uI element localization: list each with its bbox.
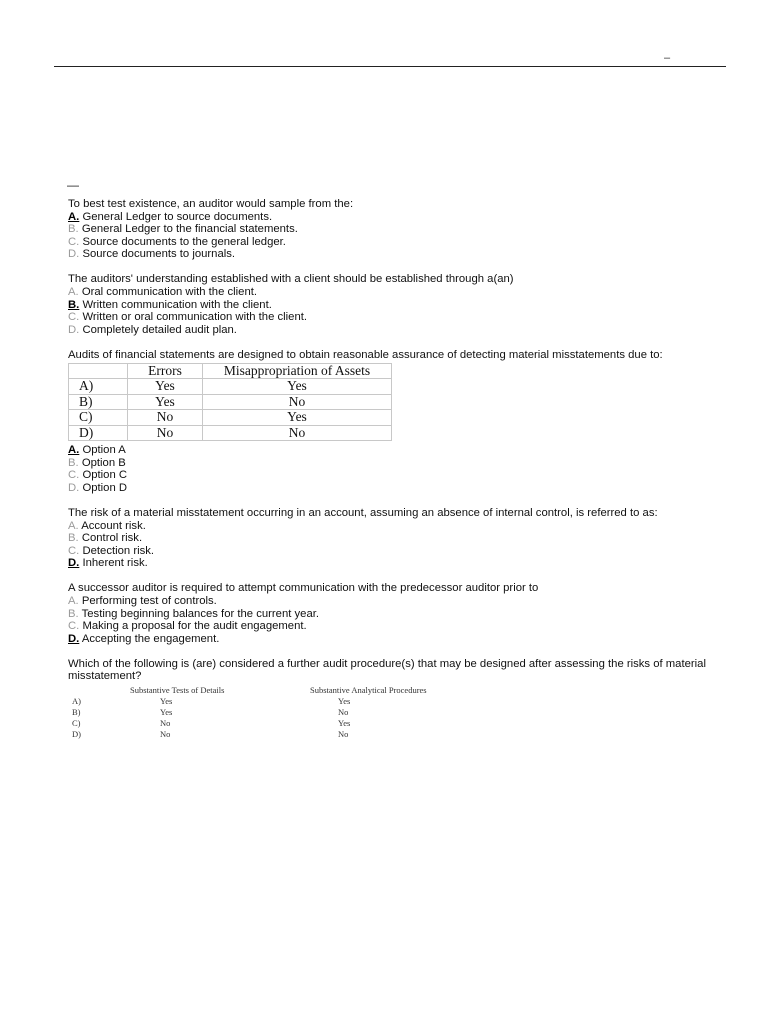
table-header-row — [72, 685, 478, 696]
option-letter: D. — [68, 557, 80, 570]
option-letter: A. — [68, 286, 79, 299]
option-5b[interactable] — [68, 608, 718, 621]
table-header-cell: Substantive Tests of Details — [130, 685, 225, 696]
page-dash: – — [664, 52, 671, 64]
option-text: Inherent risk. — [82, 557, 148, 570]
table-row — [72, 707, 478, 718]
question-3-text: Audits of financial statements are designed to obtain reasonable assurance of detecting material misstatements due to: — [68, 348, 663, 361]
table-header-cell — [72, 685, 130, 696]
option-letter: D. — [68, 323, 80, 336]
table-cell: Yes — [338, 696, 351, 707]
table-cell: Yes — [160, 707, 173, 718]
table-row — [69, 394, 392, 410]
table-cell: Yes — [203, 410, 392, 426]
table-row — [72, 696, 478, 707]
option-text: Option C — [82, 469, 128, 482]
option-text: General Ledger to source documents. — [82, 210, 273, 223]
question-4 — [68, 507, 718, 570]
question-2-text: The auditors' understanding established with a client should be established through a(an) — [68, 273, 514, 286]
option-text: Option B — [81, 456, 126, 469]
question-2 — [68, 273, 718, 336]
table-cell: C) — [72, 718, 81, 729]
option-letter: B. — [68, 456, 79, 469]
table-cell: Yes — [160, 696, 173, 707]
short-dash: — — [67, 178, 79, 192]
option-text: Testing beginning balances for the current year. — [81, 607, 320, 620]
table-cell: No — [128, 410, 203, 426]
table-header-cell — [69, 363, 128, 379]
table-row — [72, 729, 478, 740]
table-row — [72, 718, 478, 729]
table-header-cell: Errors — [128, 363, 203, 379]
option-3b[interactable] — [68, 457, 718, 470]
option-text: General Ledger to the financial statements. — [81, 223, 298, 236]
question-1 — [68, 198, 718, 261]
option-text: Written or oral communication with the client. — [82, 311, 308, 324]
option-4b[interactable] — [68, 532, 718, 545]
table-cell: No — [203, 425, 392, 441]
table-cell: No — [128, 425, 203, 441]
option-letter: D. — [68, 632, 80, 645]
option-letter: B. — [68, 532, 79, 545]
errors-table — [68, 363, 392, 442]
table-header-cell: Misappropriation of Assets — [203, 363, 392, 379]
option-text: Control risk. — [81, 532, 143, 545]
option-letter: C. — [68, 620, 80, 633]
option-text: Source documents to the general ledger. — [82, 235, 286, 248]
table-cell: No — [338, 729, 349, 740]
option-letter: C. — [68, 235, 80, 248]
option-letter: B. — [68, 607, 79, 620]
option-text: Option D — [82, 481, 128, 494]
table-header-cell: Substantive Analytical Procedures — [310, 685, 427, 696]
table-cell: Yes — [203, 379, 392, 395]
question-list — [68, 198, 718, 753]
table-cell: D) — [69, 425, 128, 441]
option-letter: D. — [68, 248, 80, 261]
option-1b[interactable] — [68, 223, 718, 236]
header-rule — [54, 66, 726, 67]
option-1a[interactable] — [68, 211, 718, 224]
option-letter: B. — [68, 298, 80, 311]
option-5a[interactable] — [68, 595, 718, 608]
option-text: Making a proposal for the audit engagement. — [82, 620, 307, 633]
table-header-row — [69, 363, 392, 379]
question-5 — [68, 582, 718, 645]
table-cell: B) — [72, 707, 81, 718]
option-2c[interactable] — [68, 311, 718, 324]
option-5c[interactable] — [68, 620, 718, 633]
option-3a[interactable] — [68, 444, 718, 457]
option-text: Source documents to journals. — [82, 248, 236, 261]
option-letter: C. — [68, 544, 80, 557]
table-cell: B) — [69, 394, 128, 410]
table-cell: Yes — [128, 379, 203, 395]
table-cell: No — [338, 707, 349, 718]
option-text: Oral communication with the client. — [81, 286, 258, 299]
table-cell: No — [160, 729, 171, 740]
option-letter: D. — [68, 481, 80, 494]
option-2b[interactable] — [68, 299, 718, 312]
table-cell: C) — [69, 410, 128, 426]
option-letter: A. — [68, 519, 79, 532]
table-cell: Yes — [128, 394, 203, 410]
table-row — [69, 425, 392, 441]
table-cell: Yes — [338, 718, 351, 729]
option-text: Accepting the engagement. — [81, 632, 220, 645]
question-6 — [68, 658, 718, 740]
option-4a[interactable] — [68, 520, 718, 533]
option-letter: C. — [68, 469, 80, 482]
option-4c[interactable] — [68, 545, 718, 558]
question-1-text: To best test existence, an auditor would sample from the: — [68, 198, 354, 210]
option-2d[interactable] — [68, 324, 718, 337]
option-letter: A. — [68, 594, 79, 607]
option-3d[interactable] — [68, 482, 718, 495]
option-letter: A. — [68, 444, 80, 457]
option-text: Completely detailed audit plan. — [82, 323, 237, 336]
option-1d[interactable] — [68, 248, 718, 261]
table-cell: D) — [72, 729, 81, 740]
question-5-text: A successor auditor is required to attempt communication with the predecessor auditor prior to — [68, 582, 539, 595]
question-6-text: Which of the following is (are) considered a further audit procedure(s) that may be designed after assessing the risks of material misstatement? — [68, 657, 706, 683]
table-cell: A) — [72, 696, 81, 707]
table-row — [69, 379, 392, 395]
option-text: Detection risk. — [82, 544, 155, 557]
option-3c[interactable] — [68, 469, 718, 482]
option-letter: A. — [68, 210, 80, 223]
option-text: Account risk. — [81, 519, 146, 532]
question-4-text: The risk of a material misstatement occurring in an account, assuming an absence of internal control, is referred to as: — [68, 506, 658, 519]
option-letter: C. — [68, 311, 80, 324]
option-text: Written communication with the client. — [82, 298, 272, 311]
option-1c[interactable] — [68, 236, 718, 249]
option-2a[interactable] — [68, 286, 718, 299]
question-3 — [68, 349, 718, 494]
table-cell: No — [160, 718, 171, 729]
table-cell: No — [203, 394, 392, 410]
option-letter: B. — [68, 223, 79, 236]
option-text: Performing test of controls. — [81, 594, 217, 607]
option-4d[interactable] — [68, 557, 718, 570]
option-5d[interactable] — [68, 633, 718, 646]
table-row — [69, 410, 392, 426]
procedures-table — [72, 685, 478, 740]
table-cell: A) — [69, 379, 128, 395]
option-text: Option A — [82, 444, 126, 457]
